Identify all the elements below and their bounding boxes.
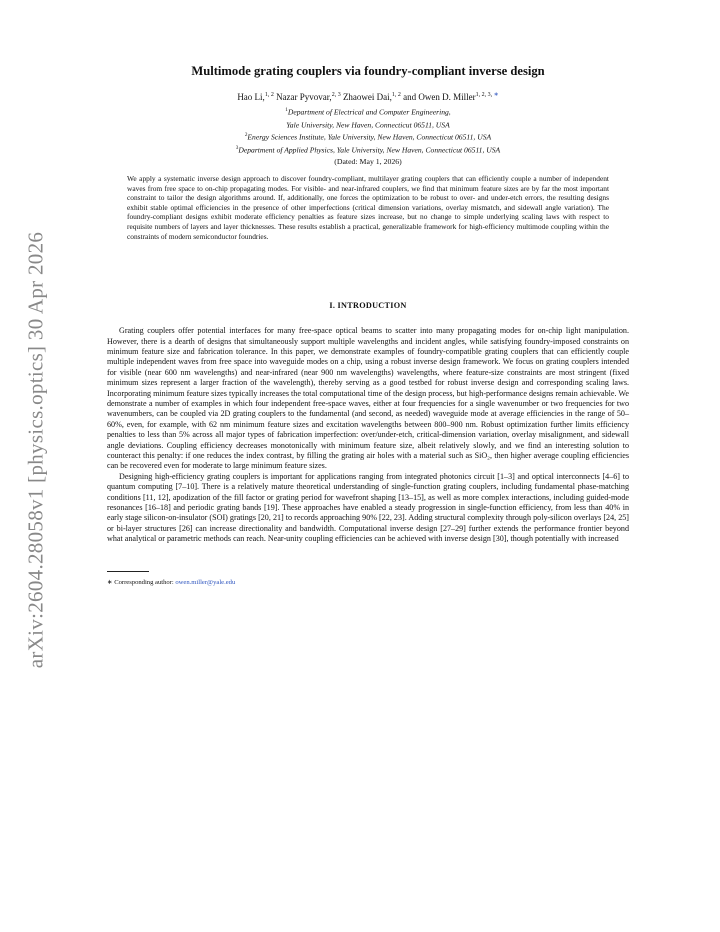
paragraph: Designing high-efficiency grating couplers is important for applications ranging from integrated photonics circuit [1–3] and optical interconnects [4–6] to quantum computing [7–10]. There is a relatively mature theoretical understanding of single-function grating couplers, including fundamental phase-matching conditions [11, 12], apodization of the fill factor or grating period for wavefront shaping [13–15], as well as more complex interactions, including guided-mode resonances [16–18] and periodic grating bands [19]. These approaches have enabled a steady progression in single-function efficiency, from less than 40% in early stage silicon-on-insulator (SOI) gratings [20, 21] to records approaching 90% [22, 23]. Adding structural complexity through poly-silicon overlays [24, 25] or bi-layer structures [26] can increase directionality and bandwidth. Computational inverse design [27–29] further extends the performance frontier beyond what analytical or parametric methods can reach. Near-unity coupling efficiencies can be achieved with inverse design [30], though potentially with increased [107, 471, 629, 544]
abstract: We apply a systematic inverse design approach to discover foundry-compliant, multilayer grating couplers that can efficiently couple a number of independent waves from free space to on-chip propagating modes. For visible- and near-infrared couplers, we find that minimum feature sizes are by far the most important constraint to tailor the design algorithms around. If, additionally, one forces the optimization to be robust to over- and under-etch errors, the resulting designs exhibit stable optimal efficiencies in the presence of other imperfections (critical dimension variations, overlay mismatch, and sidewall angle variation). The foundry-compliant designs exhibit moderate efficiency penalties as feature sizes increase, but no change to simple underlying scaling laws with respect to requisite numbers of layers and layer thicknesses. These results establish a practical, generalizable framework for high-efficiency multimode coupling within the constraints of modern semiconductor foundries. [127, 173, 609, 241]
footnote-label: Corresponding author: [114, 578, 174, 586]
affil-text: Department of Applied Physics, Yale University, New Haven, Connecticut 06511, USA [238, 145, 501, 155]
affiliation-line [107, 105, 629, 118]
affil-text: Department of Electrical and Computer Engineering, [287, 107, 451, 117]
footnote-rule [107, 571, 149, 572]
affiliations [107, 105, 629, 156]
author-sup-numbers: 1, 2, 3, [475, 92, 494, 98]
affil-number: 1 [285, 107, 288, 113]
author-affil-sup: 1, 2 [264, 92, 274, 98]
paper-title: Multimode grating couplers via foundry-compliant inverse design [191, 64, 545, 78]
author-affil-sup: 2, 3 [331, 92, 341, 98]
author-name: Nazar Pyvovar, [276, 92, 332, 102]
corresponding-star[interactable]: ∗ [493, 92, 499, 98]
author-name: and Owen D. Miller [403, 92, 476, 102]
paper-page [107, 60, 629, 586]
date-line: (Dated: May 1, 2026) [334, 156, 402, 166]
author-list [107, 91, 629, 102]
section-heading: I. INTRODUCTION [329, 301, 407, 311]
author-name: Hao Li, [237, 92, 265, 102]
paragraph: Grating couplers offer potential interfaces for many free-space optical beams to scatter into many propagating modes for on-chip light manipulation. However, there is a dearth of designs that simultaneously support multiple wavelengths and incident angles, while satisfying foundry-imposed constraints on minimum feature size and fabrication tolerance. In this paper, we demonstrate examples of foundry-compatible grating couplers that can efficiently couple multiple independent waves from free space into waveguide modes on a chip, using a robust inverse design framework. We focus on grating couplers intended for visible (near 600 nm wavelengths) and near-infrared (near 900 nm wavelengths) wavelengths, where feature-size constraints are most stringent (fixed minimum sizes represent a larger fraction of the wavelength), thereby serving as a good testbed for robust inverse design and corresponding scaling laws. Incorporating minimum feature sizes typically increases the total computational time of the design process, but high-performance designs remain achievable. We demonstrate a number of examples in which four independent free-space waves, either at four frequencies for a single wavenumber or two frequencies for two wavenumbers, can be coupled via 2D grating couplers to the fundamental (and second, as needed) waveguide mode at average efficiencies in the range of 50–60%, even, for example, with 62 nm minimum feature sizes and excitation wavelengths between 800–900 nm. Robust optimization further limits efficiency penalties to less than 5% across all major types of fabrication imperfection: over/under-etch, critical-dimension variation, overlay misalignment, and sidewall angle deviations. Coupling efficiency decreases monotonically with minimum feature size, albeit relatively slowly, and we find an interesting solution to counteract this penalty: if one reduces the index contrast, by filling the grating air holes with a material such as SiO₂, then higher average coupling efficiencies can be recovered even for moderate to large minimum feature sizes. [107, 326, 629, 471]
affil-number: 2 [244, 132, 248, 139]
affiliation-line [107, 143, 629, 156]
email-link[interactable]: owen.miller@yale.edu [175, 578, 236, 586]
affil-number: 3 [235, 145, 239, 152]
affil-text: Yale University, New Haven, Connecticut 06511, USA [286, 120, 450, 130]
footnote-marker: ∗ [107, 578, 113, 586]
author-name: Zhaowei Dai, [342, 92, 392, 102]
footnote [107, 578, 629, 586]
body-text [107, 326, 629, 545]
author-affil-sup [476, 92, 499, 98]
affil-text: Energy Sciences Institute, Yale University, New Haven, Connecticut 06511, USA [247, 133, 492, 142]
affiliation-line [107, 118, 629, 131]
arxiv-sidebar [16, 230, 56, 670]
arxiv-identifier: arXiv:2604.28058v1 [physics.optics] 30 Apr 2026 [23, 231, 48, 669]
affiliation-line [107, 130, 629, 143]
author-affil-sup: 1, 2 [391, 92, 401, 98]
